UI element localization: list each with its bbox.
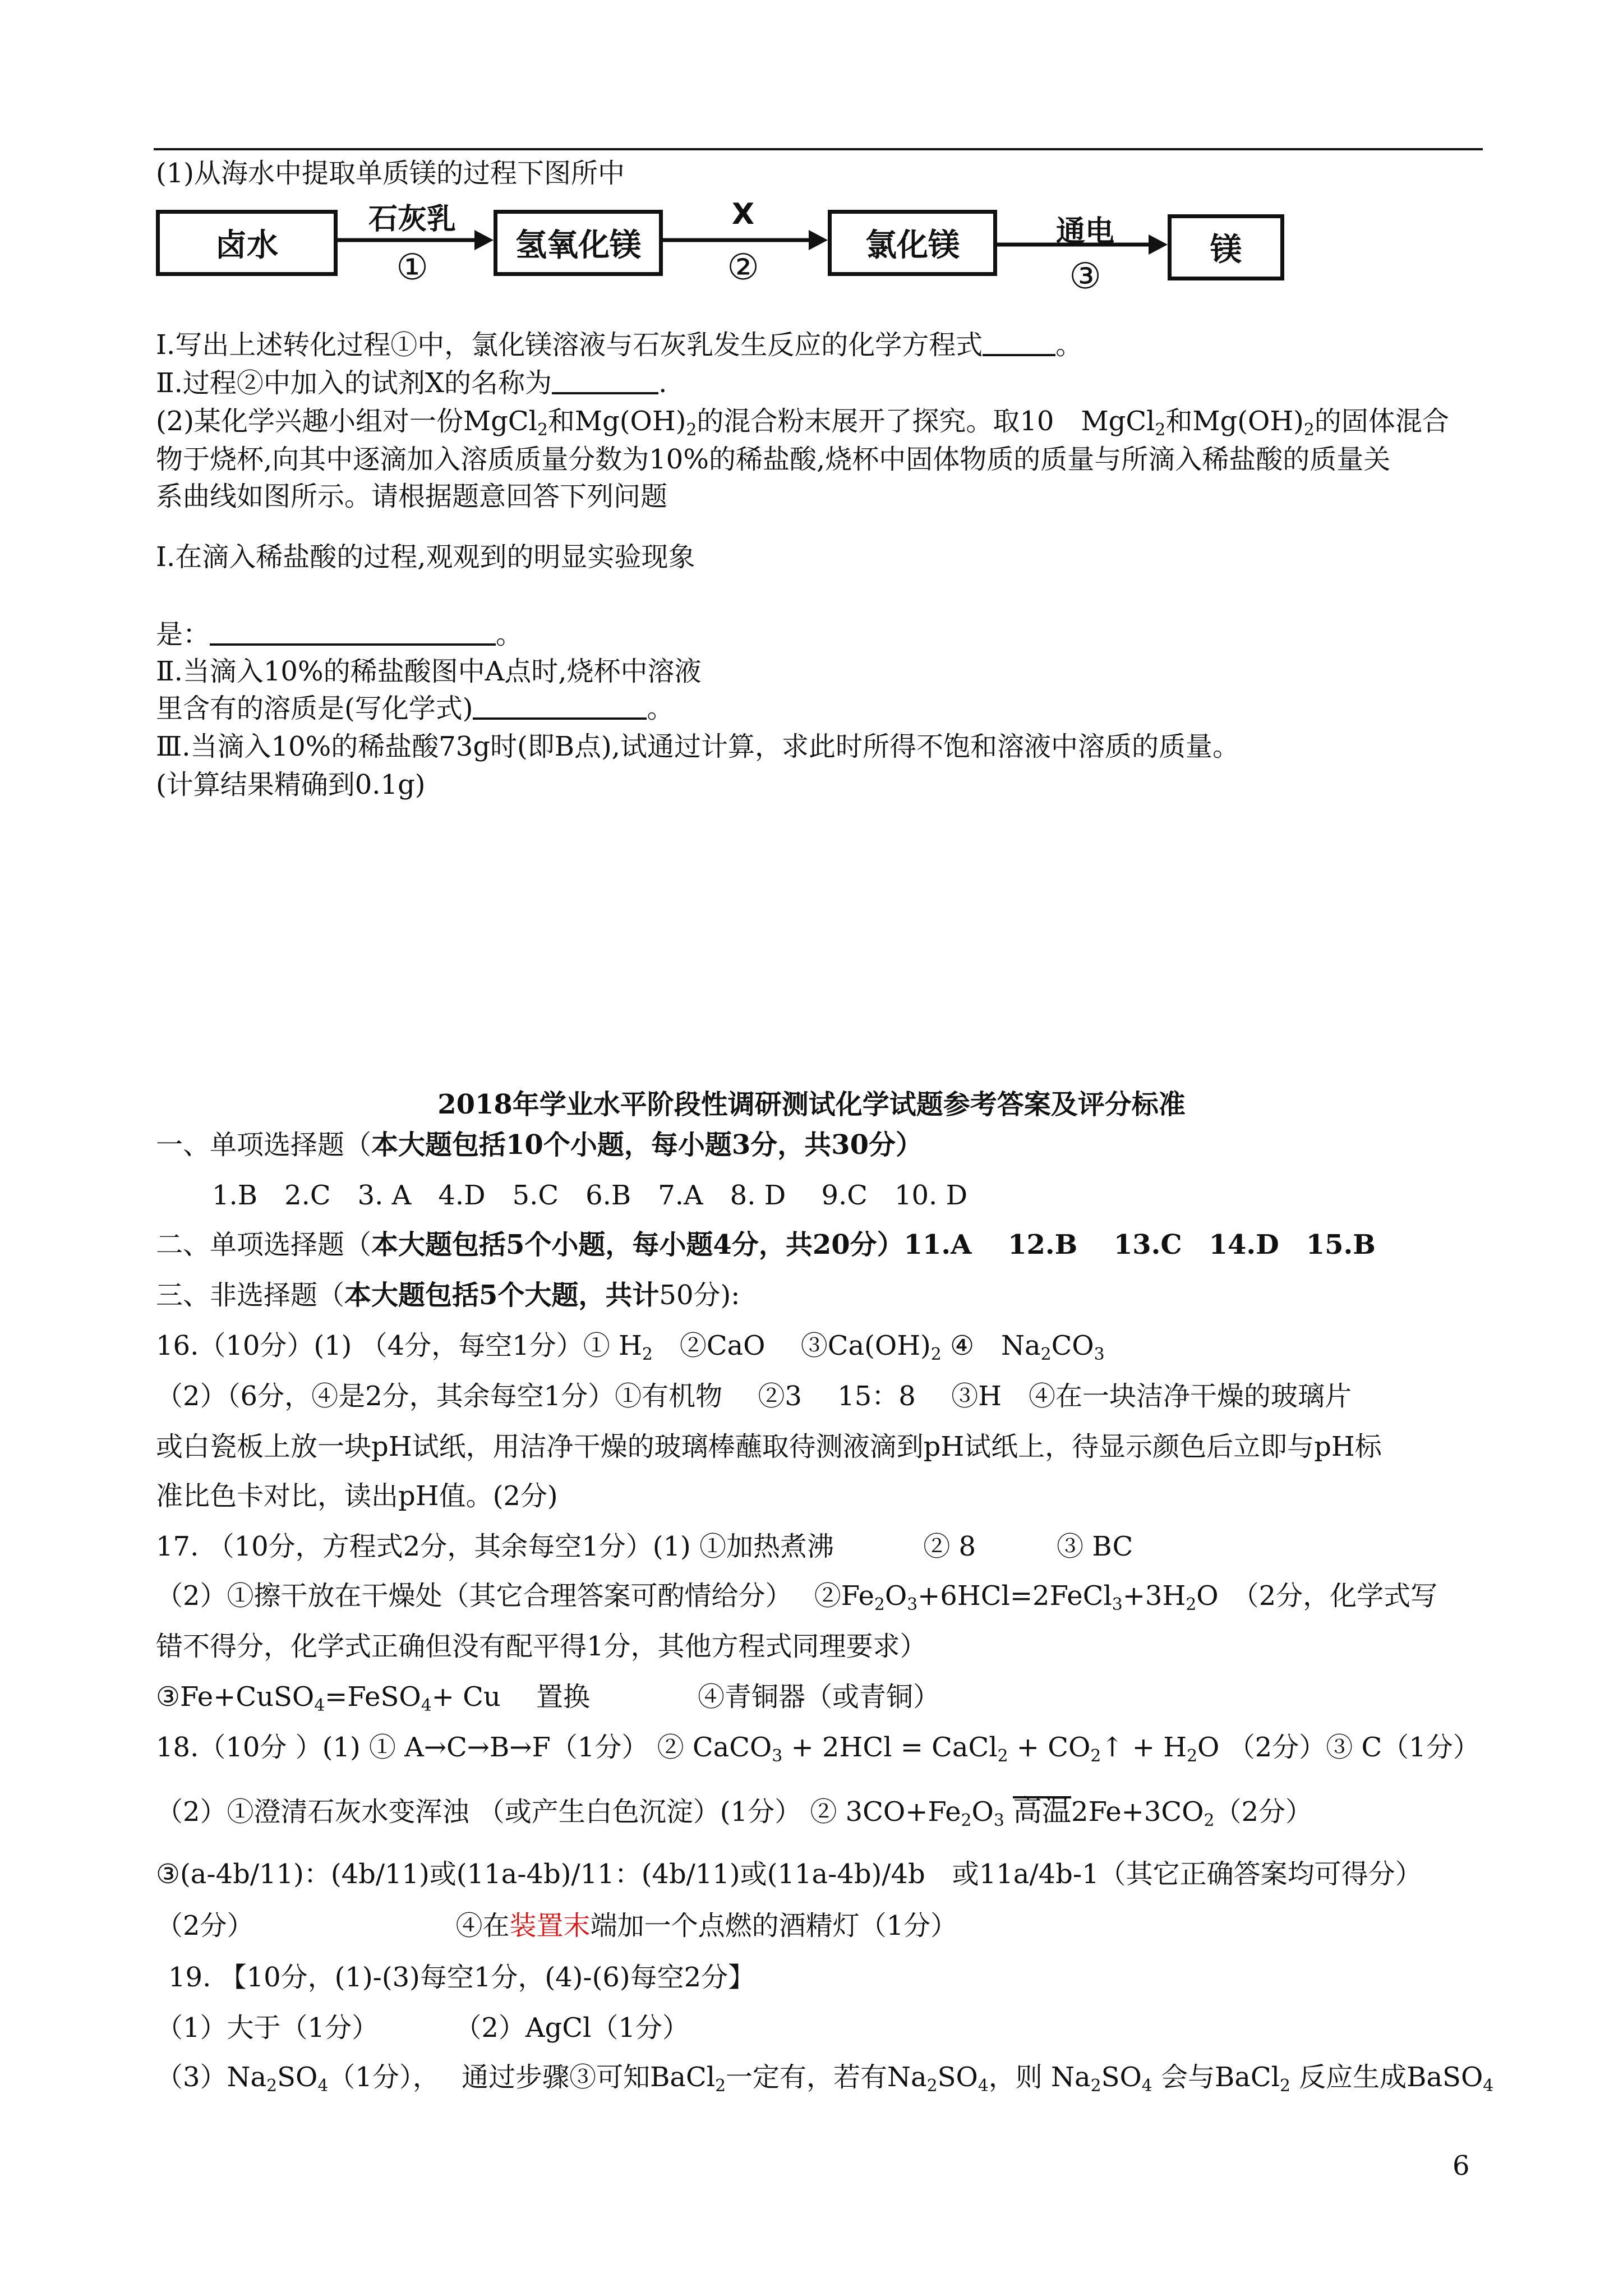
q18-line1: 18.（10分 ）(1) ① A→C→B→F（1分） ② CaCO$_3$ + 2HCl = CaCl$_2$ + $CO_2↑ + H_2O$ （2分）③ C（1分） [156,1732,1480,1766]
q1-p2-i: Ⅰ.在滴入稀盐酸的过程,观观到的明显实验现象 [156,541,695,573]
arrow-2-label: X [731,197,755,231]
answers-title: 2018年学业水平阶段性调研测试化学试题参考答案及评分标准 [437,1089,1186,1120]
arrow-3-label: 通电 [1055,215,1114,249]
q16-line3: 或白瓷板上放一块pH试纸，用洁净干燥的玻璃棒蘸取待测液滴到pH试纸上，待显示颜色后立即与pH标 [156,1431,1382,1462]
q1-p2-line1: (2)某化学兴趣小组对一份MgCl$_2$和$Mg(OH)_2$的混合粉末展开了探究。取10 MgCl$_2$和$Mg(OH)_2$的固体混合 [156,406,1449,440]
flow-box-mg-chloride: 氯化镁 [828,210,997,276]
arrow-1-step: ① [396,247,428,288]
section-1-answers: 1.B 2.C 3. A 4.D 5.C 6.B 7.A 8. D 9.C 10. D [212,1180,968,1211]
q1-p2-line3: 系曲线如图所示。请根据题意回答下列问题 [156,481,668,512]
q17-line3: 错不得分，化学式正确但没有配平得1分，其他方程式同理要求） [156,1631,927,1662]
flow-box-brine: 卤水 [156,210,338,276]
section-2-heading: 二、单项选择题（本大题包括5个小题，每小题4分，共20分）11.A 12.B 13.C 14.D 15.B [156,1229,1376,1260]
q1-p2-i-answer: 是： 。 [156,619,523,650]
q18-line3: ③(a-4b/11)：(4b/11)或(11a-4b)/11：(4b/11)或(11a-4b)/4b 或11a/4b-1（其它正确答案均可得分） [156,1858,1422,1890]
answer-blank[interactable] [473,717,647,720]
q19-line1: 19. 【10分，(1)-(3)每空1分，(4)-(6)每空2分】 [168,1962,755,1993]
q16-line4: 准比色卡对比，读出pH值。(2分) [156,1480,558,1512]
q1-p2-ii-1: Ⅱ.当滴入10%的稀盐酸图中A点时,烧杯中溶液 [156,656,702,687]
q1-intro: (1)从海水中提取单质镁的过程下图所中 [156,158,625,189]
arrow-3-step: ③ [1069,256,1101,297]
q1-p2-line2: 物于烧杯,向其中逐滴加入溶质质量分数为10%的稀盐酸,烧杯中固体物质的质量与所滴入稀盐酸的质量关 [156,444,1391,475]
arrow-2-step: ② [727,247,759,288]
q1-ii: Ⅱ.过程②中加入的试剂X的名称为 . [156,367,667,399]
q17-line4: ③Fe+CuSO$_4$=FeSO$_4$+ Cu 置换 ④青铜器（或青铜） [156,1681,940,1715]
q1-p2-iii-note: (计算结果精确到0.1g) [156,769,426,800]
section-1-heading: 一、单项选择题（本大题包括10个小题，每小题3分，共30分） [156,1129,923,1161]
q1-i: Ⅰ.写出上述转化过程①中，氯化镁溶液与石灰乳发生反应的化学方程式 。 [156,329,1083,361]
answer-blank[interactable] [210,643,496,646]
section-3-heading: 三、非选择题（本大题包括5个大题，共计50分): [156,1280,740,1311]
page-number: 6 [1453,2150,1470,2182]
q16-line2: （2）（6分，④是2分，其余每空1分）①有机物 ②3 15：8 ③H ④在一块洁净干燥的玻璃片 [156,1381,1352,1412]
answer-blank[interactable] [552,392,658,394]
q18-line2: （2）①澄清石灰水变浑浊 （或产生白色沉淀）(1分） ② $3CO+Fe_2O_3$ 高温$2Fe+3CO_2(2$分） [156,1795,1312,1830]
flow-box-mg-hydroxide: 氢氧化镁 [494,210,663,276]
reaction-condition: 高温 [1013,1795,1072,1828]
q18-line4: （2分） ④在装置末端加一个点燃的酒精灯（1分） [156,1910,958,1941]
q1-p2-iii: Ⅲ.当滴入10%的稀盐酸73g时(即B点),试通过计算，求此时所得不饱和溶液中溶质的质量。 [156,731,1240,762]
q19-line2: （1）大于（1分） （2）AgCl（1分） [156,2012,689,2044]
q16-line1: 16.（10分）(1) （4分，每空1分）① $H_2$ ②CaO $③Ca(OH)_2$ ④ $Na_2CO_3$ [156,1330,1105,1364]
answer-blank[interactable] [983,354,1055,356]
q17-line2: （2）①擦干放在干燥处（其它合理答案可酌情给分） $②Fe_2O_3+6HCl=2FeCl_3+3H_2O$ （2分，化学式写 [156,1580,1438,1614]
q17-line1: 17. （10分，方程式2分，其余每空1分）(1) ①加热煮沸 ② 8 ③ BC [156,1531,1133,1562]
flow-box-mg: 镁 [1168,214,1284,280]
q19-line3: $(3)Na_2SO_4(1$分）， 通过步骤③可知BaCl$_2$一定有，若有$Na_2SO_4$，则 $Na_2SO_4$ 会与BaCl$_2$ 反应生成BaSO$_4$ [156,2062,1494,2096]
q1-p2-ii-2: 里含有的溶质是(写化学式) 。 [156,693,674,724]
arrow-1-label: 石灰乳 [368,203,456,236]
